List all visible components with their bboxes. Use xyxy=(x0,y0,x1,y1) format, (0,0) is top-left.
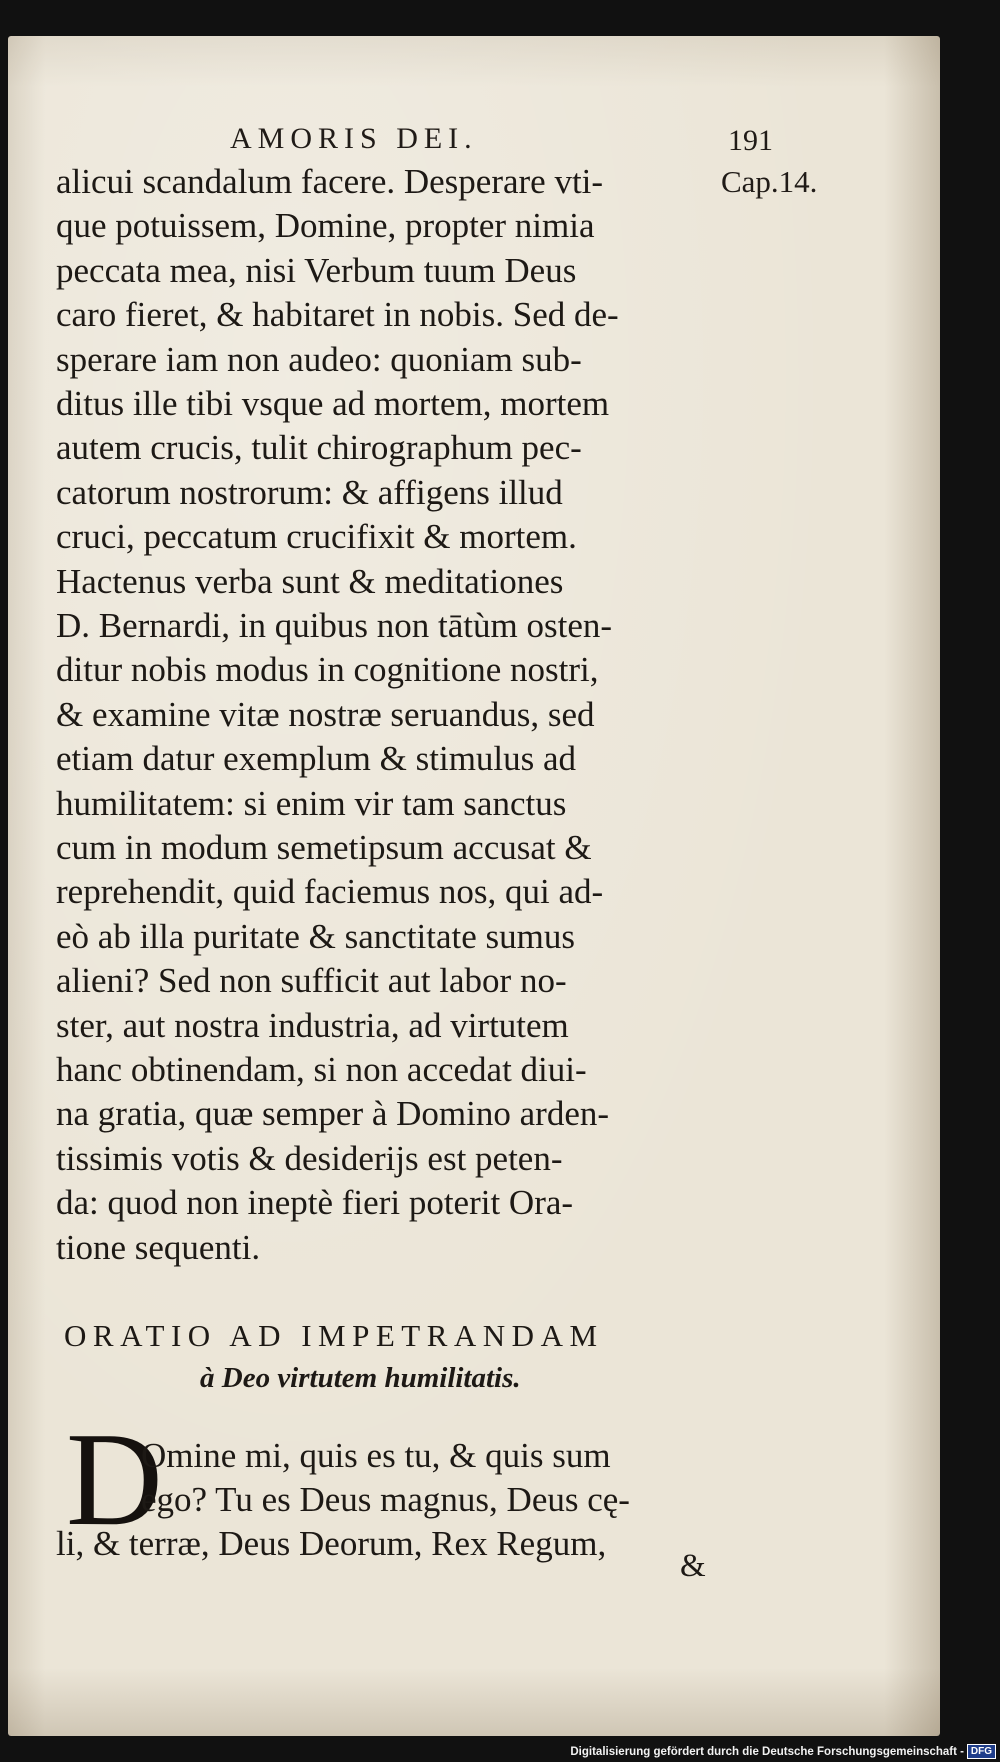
book-page xyxy=(8,36,940,1736)
prayer-line: li, & terræ, Deus Deorum, Rex Regum, xyxy=(56,1524,607,1563)
oration-subheading: à Deo virtutem humilitatis. xyxy=(200,1362,521,1394)
digitization-credit: Digitalisierung gefördert durch die Deutsche Forschungsgemeinschaft - xyxy=(570,1746,964,1758)
running-head: AMORIS DEI. xyxy=(230,122,478,155)
body-line: ster, aut nostra industria, ad virtutem xyxy=(56,1005,569,1045)
body-line: que potuissem, Domine, propter nimia xyxy=(56,206,595,246)
body-line: na gratia, quæ semper à Domino arden- xyxy=(56,1094,610,1134)
body-line: alieni? Sed non sufficit aut labor no- xyxy=(56,961,567,1001)
body-line: catorum nostrorum: & affigens illud xyxy=(56,472,563,512)
body-line: etiam datur exemplum & stimulus ad xyxy=(56,739,577,779)
body-line: Hactenus verba sunt & meditationes xyxy=(56,561,564,601)
margin-note-chapter: Cap.14. xyxy=(721,164,818,199)
prayer-line: ego? Tu es Deus magnus, Deus cę- xyxy=(141,1480,630,1519)
catchword: & xyxy=(680,1548,706,1584)
prayer-line: Omine mi, quis es tu, & quis sum xyxy=(141,1436,611,1475)
body-line: reprehendit, quid faciemus nos, qui ad- xyxy=(56,872,604,912)
body-line: hanc obtinendam, si non accedat diui- xyxy=(56,1050,587,1089)
body-line: tissimis votis & desiderijs est peten- xyxy=(56,1138,563,1178)
body-line: humilitatem: si enim vir tam sanctus xyxy=(56,783,567,823)
oration-heading: ORATIO AD IMPETRANDAM xyxy=(64,1318,604,1353)
page-number: 191 xyxy=(728,124,773,157)
body-line: peccata mea, nisi Verbum tuum Deus xyxy=(56,250,577,290)
body-line: autem crucis, tulit chirographum pec- xyxy=(56,428,582,468)
body-line: cum in modum semetipsum accusat & xyxy=(56,828,592,867)
body-line: alicui scandalum facere. Desperare vti- xyxy=(56,162,604,201)
body-line: D. Bernardi, in quibus non tātùm osten- xyxy=(56,606,613,645)
drop-cap-initial: D xyxy=(66,1405,163,1553)
body-line: ditur nobis modus in cognitione nostri, xyxy=(56,650,599,690)
body-line: sperare iam non audeo: quoniam sub- xyxy=(56,339,582,379)
body-line: & examine vitæ nostræ seruandus, sed xyxy=(56,694,595,734)
body-line: ditus ille tibi vsque ad mortem, mortem xyxy=(56,384,610,423)
body-line: tione sequenti. xyxy=(56,1227,261,1267)
body-line: da: quod non ineptè fieri poterit Ora- xyxy=(56,1183,574,1223)
body-line: eò ab illa puritate & sanctitate sumus xyxy=(56,916,576,956)
dfg-logo: DFG xyxy=(967,1744,996,1759)
body-line: cruci, peccatum crucifixit & mortem. xyxy=(56,517,577,557)
body-line: caro fieret, & habitaret in nobis. Sed de- xyxy=(56,295,619,335)
